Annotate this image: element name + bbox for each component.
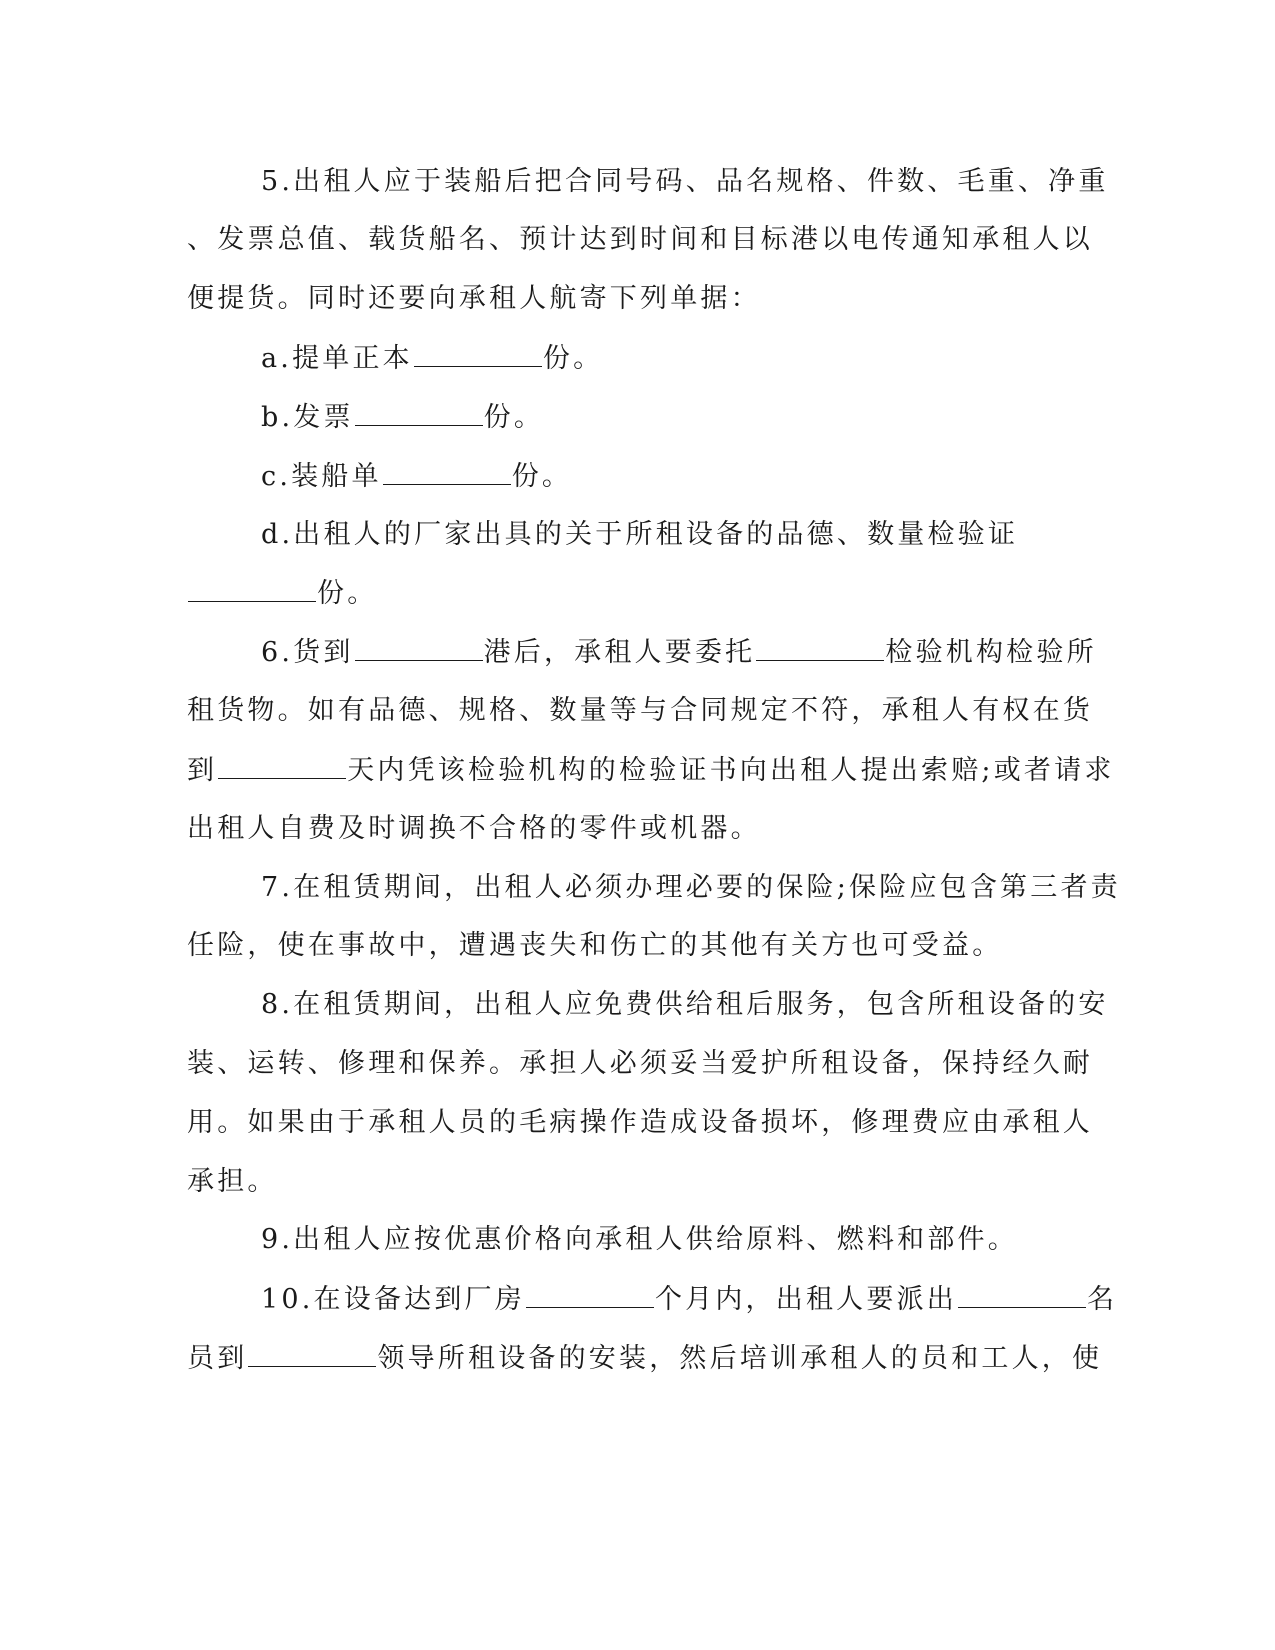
paragraph-6-line-1 — [261, 634, 1097, 670]
paragraph-6-line-3 — [187, 752, 1115, 788]
item-a — [261, 340, 603, 376]
text-run: 员到 — [187, 1343, 248, 1374]
text-run: 检验机构检验所 — [885, 637, 1097, 668]
item-b-text: b.发票 — [261, 402, 354, 433]
item-c-suffix: 份。 — [511, 461, 573, 492]
paragraph-5-line-3: 便提货。同时还要向承租人航寄下列单据： — [187, 283, 761, 314]
paragraph-5-line-1: 5.出租人应于装船后把合同号码、品名规格、件数、毛重、净重 — [261, 166, 1109, 197]
item-b-suffix: 份。 — [483, 402, 545, 433]
item-c — [261, 458, 572, 494]
text-run: 名 — [1086, 1284, 1118, 1315]
blank-field — [188, 575, 316, 602]
paragraph-9-line-1: 9.出租人应按优惠价格向承租人供给原料、燃料和部件。 — [261, 1224, 1018, 1255]
blank-field — [218, 752, 346, 779]
blank-field — [756, 634, 884, 661]
item-d-line-1: d.出租人的厂家出具的关于所租设备的品德、数量检验证 — [261, 519, 1019, 550]
text-run: 6.货到 — [261, 637, 354, 668]
item-a-suffix: 份。 — [542, 343, 604, 374]
blank-field — [414, 340, 542, 367]
paragraph-6-line-2: 租货物。如有品德、规格、数量等与合同规定不符，承租人有权在货 — [187, 695, 1093, 726]
paragraph-5-line-2: 、发票总值、载货船名、预计达到时间和目标港以电传通知承租人以 — [187, 224, 1093, 255]
paragraph-8-line-3: 用。如果由于承租人员的毛病操作造成设备损坏，修理费应由承租人 — [187, 1107, 1093, 1138]
blank-field — [958, 1281, 1086, 1308]
paragraph-8-line-4: 承担。 — [187, 1166, 278, 1197]
blank-field — [355, 399, 483, 426]
text-run: 到 — [187, 755, 218, 786]
paragraph-8-line-2: 装、运转、修理和保养。承担人必须妥当爱护所租设备，保持经久耐 — [187, 1048, 1093, 1079]
item-b — [261, 399, 544, 435]
item-d-line-2 — [187, 575, 377, 611]
paragraph-7-line-1: 7.在租赁期间，出租人必须办理必要的保险;保险应包含第三者责 — [261, 872, 1121, 903]
blank-field — [383, 458, 511, 485]
paragraph-10-line-1 — [261, 1281, 1117, 1317]
text-run: 领导所租设备的安装，然后培训承租人的员和工人，使 — [377, 1343, 1103, 1374]
text-run: 天内凭该检验机构的检验证书向出租人提出索赔;或者请求 — [347, 755, 1115, 786]
paragraph-8-line-1: 8.在租赁期间，出租人应免费供给租后服务，包含所租设备的安 — [261, 989, 1109, 1020]
paragraph-7-line-2: 任险，使在事故中，遭遇丧失和伤亡的其他有关方也可受益。 — [187, 930, 1003, 961]
text-run: 10.在设备达到厂房 — [261, 1284, 525, 1315]
item-c-text: c.装船单 — [261, 461, 382, 492]
blank-field — [355, 634, 483, 661]
paragraph-6-line-4: 出租人自费及时调换不合格的零件或机器。 — [187, 813, 761, 844]
item-d-suffix: 份。 — [317, 578, 378, 609]
blank-field — [248, 1340, 376, 1367]
blank-field — [526, 1281, 654, 1308]
text-run: 港后，承租人要委托 — [483, 637, 756, 668]
paragraph-10-line-2 — [187, 1340, 1102, 1376]
text-run: 个月内，出租人要派出 — [654, 1284, 957, 1315]
item-a-text: a.提单正本 — [261, 343, 413, 374]
